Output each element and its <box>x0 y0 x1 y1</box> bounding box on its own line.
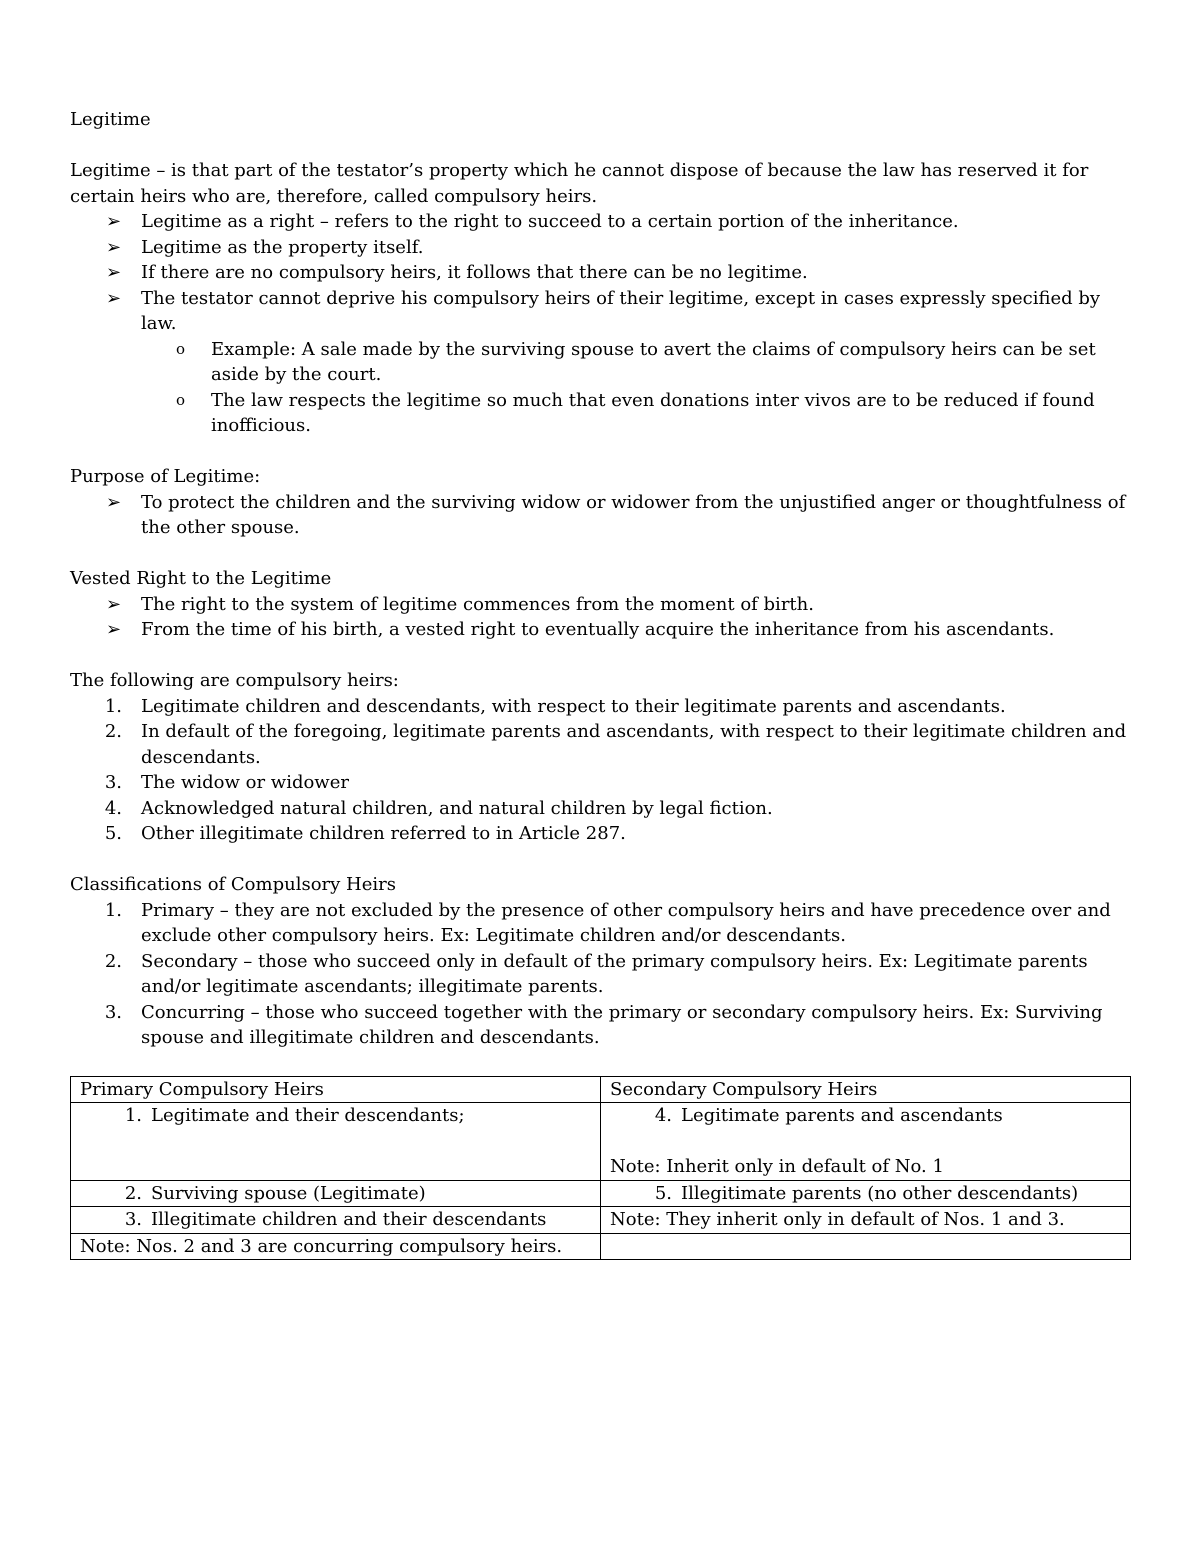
list-item: 2. Secondary – those who succeed only in default of the primary compulsory heirs. Ex: Legitimate parents and/or legitimate ascendants; illegitimate parents. <box>104 950 1088 997</box>
classifications-heading: Classifications of Compulsory Heirs <box>70 874 396 895</box>
table-row <box>71 1233 1131 1260</box>
compulsory-list <box>70 694 1130 847</box>
table-cell: 5. Illegitimate parents (no other descendants) <box>601 1180 1131 1207</box>
arrow-bullet-icon: ➢ <box>106 236 122 258</box>
list-item: 4. Acknowledged natural children, and natural children by legal fiction. <box>104 797 773 819</box>
list-item: 1. Primary – they are not excluded by the presence of other compulsory heirs and have precedence over and exclude other compulsory heirs. Ex: Legitimate children and/or descendants. <box>104 899 1111 946</box>
arrow-bullet-icon: ➢ <box>106 287 122 309</box>
table-cell: 4. Legitimate parents and ascendants Note: Inherit only in default of No. 1 <box>601 1103 1131 1181</box>
table-cell: 3. Illegitimate children and their descendants <box>71 1207 601 1234</box>
table-row <box>71 1103 1131 1181</box>
list-item: ➢ Legitime as the property itself. <box>70 235 1130 261</box>
list-item: 1. Legitimate children and descendants, with respect to their legitimate parents and ascendants. <box>104 695 1006 717</box>
purpose-bullets <box>70 490 1130 541</box>
vested-heading: Vested Right to the Legitime <box>70 568 332 589</box>
list-item: ➢ The testator cannot deprive his compulsory heirs of their legitime, except in cases expressly specified by law. <box>106 287 1101 334</box>
list-item: o Example: A sale made by the surviving spouse to avert the claims of compulsory heirs can be set aside by the court. <box>176 338 1096 385</box>
table-cell: Note: They inherit only in default of Nos. 1 and 3. <box>601 1207 1131 1234</box>
classifications-list <box>70 898 1130 1051</box>
table-header-cell: Primary Compulsory Heirs <box>71 1076 601 1103</box>
table-cell: 2. Surviving spouse (Legitimate) <box>71 1180 601 1207</box>
definition-bullets <box>70 209 1130 337</box>
list-item: ➢ From the time of his birth, a vested right to eventually acquire the inheritance from his ascendants. <box>70 617 1130 643</box>
list-item: o The law respects the legitime so much that even donations inter vivos are to be reduced if found inofficious. <box>176 389 1095 436</box>
purpose-heading: Purpose of Legitime: <box>70 466 261 487</box>
arrow-bullet-icon: ➢ <box>106 593 122 615</box>
doc-title: Legitime <box>70 109 151 130</box>
list-item: 3. Concurring – those who succeed together with the primary or secondary compulsory heirs. Ex: Surviving spouse and illegitimate children and descendants. <box>104 1001 1103 1048</box>
table-header-cell: Secondary Compulsory Heirs <box>601 1076 1131 1103</box>
list-item: ➢ If there are no compulsory heirs, it follows that there can be no legitime. <box>70 260 1130 286</box>
arrow-bullet-icon: ➢ <box>106 262 122 283</box>
table-cell: Note: Nos. 2 and 3 are concurring compulsory heirs. <box>71 1233 601 1260</box>
table-row <box>71 1207 1131 1234</box>
table-cell: 1. Legitimate and their descendants; <box>71 1103 601 1181</box>
vested-bullets <box>70 592 1130 643</box>
table-note: Note: Inherit only in default of No. 1 <box>610 1156 944 1177</box>
arrow-bullet-icon: ➢ <box>106 491 122 513</box>
table-row <box>71 1076 1131 1103</box>
list-item: ➢ The right to the system of legitime commences from the moment of birth. <box>70 592 1130 618</box>
heirs-table <box>70 1076 1131 1261</box>
list-item: 3. The widow or widower <box>104 772 349 793</box>
list-item: ➢ Legitime as a right – refers to the right to succeed to a certain portion of the inheritance. <box>70 209 1130 235</box>
arrow-bullet-icon: ➢ <box>106 619 122 640</box>
compulsory-heading: The following are compulsory heirs: <box>70 670 399 691</box>
list-item: ➢ To protect the children and the surviving widow or widower from the unjustified anger or thoughtfulness of the other spouse. <box>106 491 1126 538</box>
circle-bullet-icon: o <box>176 339 186 358</box>
table-row <box>71 1180 1131 1207</box>
arrow-bullet-icon: ➢ <box>106 211 122 232</box>
definition-paragraph: Legitime – is that part of the testator’s property which he cannot dispose of because the law has reserved it for certain heirs who are, therefore, called compulsory heirs. <box>70 160 1089 207</box>
list-item: 5. Other illegitimate children referred to in Article 287. <box>104 823 626 844</box>
list-item: 2. In default of the foregoing, legitimate parents and ascendants, with respect to their legitimate children and descendants. <box>104 721 1127 768</box>
table-cell <box>601 1233 1131 1260</box>
circle-bullet-icon: o <box>176 390 186 409</box>
sub-bullets <box>70 337 1130 439</box>
